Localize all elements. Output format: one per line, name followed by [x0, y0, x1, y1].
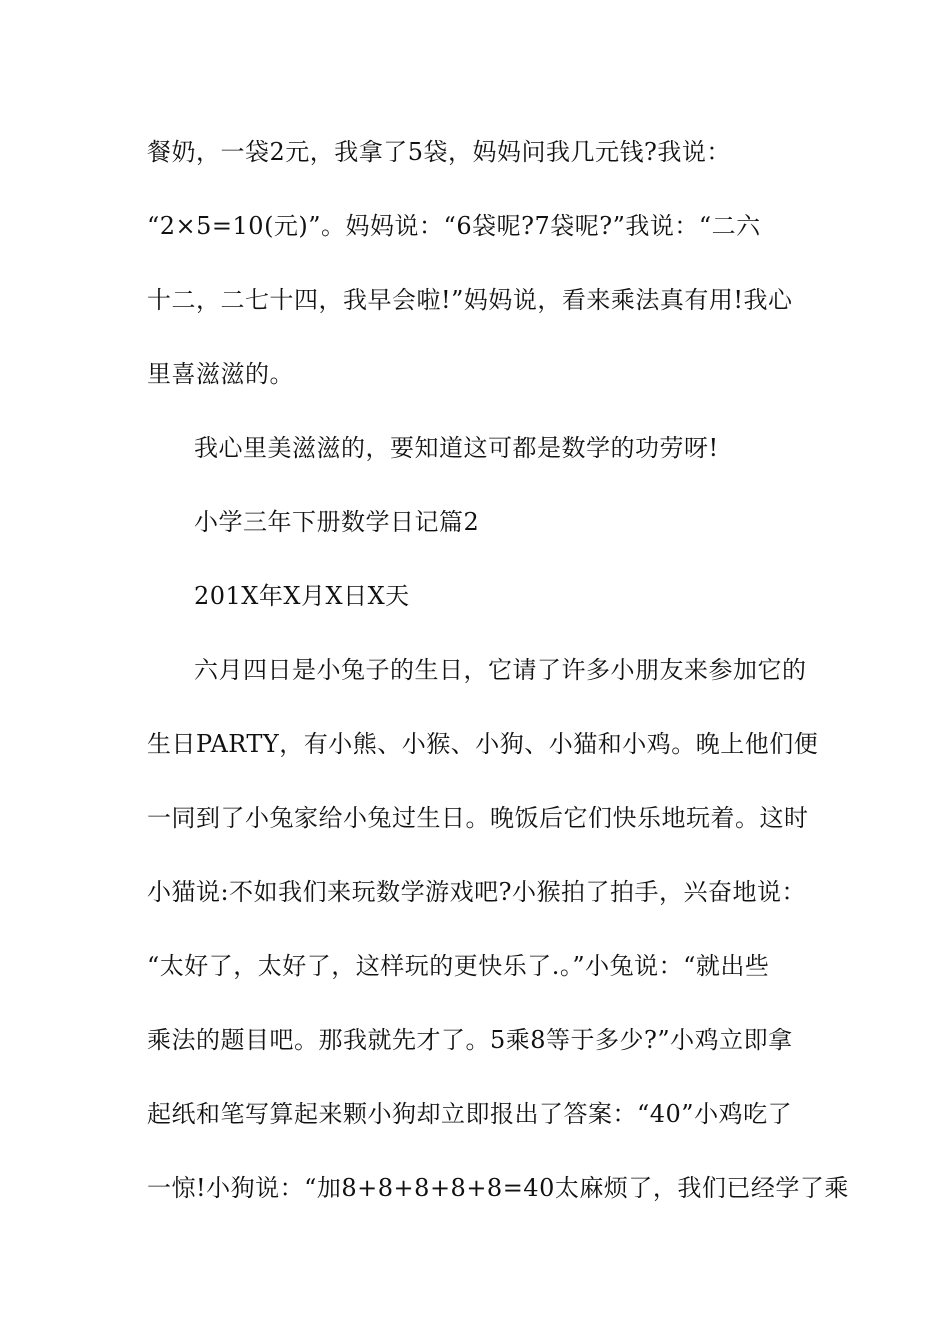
diary-date: 201X年X月X日X天 — [194, 582, 410, 610]
text-line: 餐奶，一袋2元，我拿了5袋，妈妈问我几元钱?我说： — [147, 138, 731, 166]
text-line: 小猫说:不如我们来玩数学游戏吧?小猴拍了拍手，兴奋地说： — [147, 878, 806, 906]
text-line: “2×5=10(元)”。妈妈说：“6袋呢?7袋呢?”我说：“二六 — [147, 212, 761, 240]
text-line: 乘法的题目吧。那我就先才了。5乘8等于多少?”小鸡立即拿 — [147, 1026, 793, 1054]
text-line: 生日PARTY，有小熊、小猴、小狗、小猫和小鸡。晚上他们便 — [147, 730, 819, 758]
paragraph-line: 我心里美滋滋的，要知道这可都是数学的功劳呀! — [194, 434, 719, 462]
text-line: 一惊!小狗说：“加8+8+8+8+8=40太麻烦了，我们已经学了乘 — [147, 1174, 849, 1202]
text-line: “太好了，太好了，这样玩的更快乐了.。”小兔说：“就出些 — [147, 952, 770, 980]
section-heading: 小学三年下册数学日记篇2 — [194, 508, 480, 536]
text-line: 十二，二七十四，我早会啦!”妈妈说，看来乘法真有用!我心 — [147, 286, 793, 314]
text-line: 起纸和笔写算起来颗小狗却立即报出了答案：“40”小鸡吃了 — [147, 1100, 793, 1128]
text-line: 里喜滋滋的。 — [147, 360, 294, 388]
text-line: 一同到了小兔家给小兔过生日。晚饭后它们快乐地玩着。这时 — [147, 804, 809, 832]
paragraph-line: 六月四日是小兔子的生日，它请了许多小朋友来参加它的 — [194, 656, 807, 684]
